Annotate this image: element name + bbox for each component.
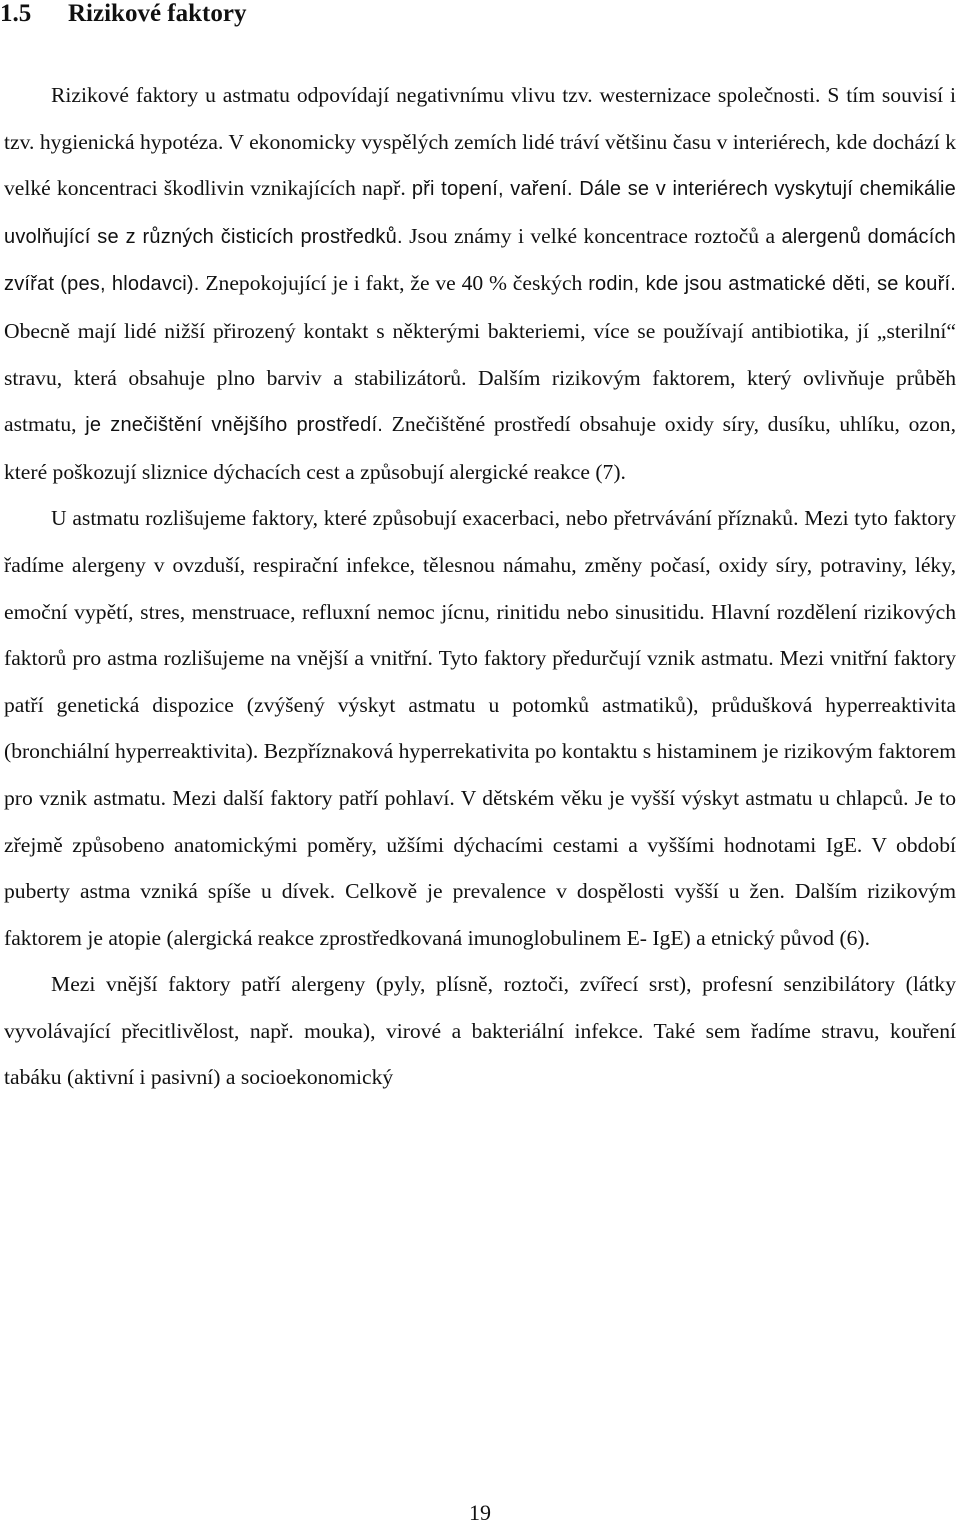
text-run: při topení, vaření. Dále se v interiérech vyskytují chemikálie uvolňující se z různých čisticích prostředků. <box>4 178 956 248</box>
paragraph-2 <box>4 495 956 961</box>
document-body <box>4 72 956 1101</box>
text-run: Obecně mají lidé nižší přirozený kontakt s některými bakteriemi, více se používají antibiotika, jí „sterilní“ stravu, která obsahuje plno barviv a stabilizátorů. Dalším rizikovým faktorem, který ovlivňuje průběh astmatu, <box>4 318 956 437</box>
section-number: 1.5 <box>0 0 32 27</box>
text-run: Jsou známy i velké koncentrace roztočů a <box>402 223 782 248</box>
section-heading <box>0 0 246 28</box>
paragraph-3 <box>4 961 956 1101</box>
paragraph-1 <box>4 72 956 495</box>
text-run: Rizikové faktory u astmatu odpovídají negativnímu vlivu tzv. westernizace společnosti. S tím souvisí i tzv. hygienická hypotéza. V ekonomicky vyspělých zemích lidé tráví většinu času v interiérech, kde dochází k velké koncentraci škodlivin vznikajících např. <box>4 83 956 201</box>
text-run: Mezi vnější faktory patří alergeny (pyly, plísně, roztoči, zvířecí srst), profesní senzibilátory (látky vyvolávající přecitlivělost, např. mouka), virové a bakteriální infekce. Také sem řadíme stravu, kouření tabáku (aktivní i pasivní) a socioekonomický <box>4 972 956 1090</box>
text-run: rodin, kde jsou astmatické děti, se kouří. <box>588 273 956 296</box>
text-run: Znečištěné prostředí obsahuje oxidy síry, dusíku, uhlíku, ozon, které poškozují sliznice dýchacích cest a způsobují alergické reakce (7). <box>4 412 956 484</box>
text-run: U astmatu rozlišujeme faktory, které způsobují exacerbaci, nebo přetrvávání příznaků. Mezi tyto faktory řadíme alergeny v ovzduší, respirační infekce, tělesnou námahu, změny počasí, oxidy síry, potraviny, léky, emoční vypětí, stres, menstruace, refluxní nemoc jícnu, rinitidu nebo sinusitidu. Hlavní rozdělení rizikových faktorů pro astma rozlišujeme na vnější a vnitřní. Tyto faktory předurčují vznik astmatu. Mezi vnitřní faktory patří genetická dispozice (zvýšený výskyt astmatu u potomků astmatiků), průdušková hyperreaktivita (bronchiální hyperreaktivita). Bezpříznaková hyperrekativita po kontaktu s histaminem je rizikovým faktorem pro vznik astmatu. Mezi další faktory patří pohlaví. V dětském věku je vyšší výskyt astmatu u chlapců. Je to zřejmě způsobeno anatomickými poměry, užšími dýchacími cestami a vyššími hodnotami IgE. V období puberty astma vzniká spíše u dívek. Celkově je prevalence v dospělosti vyšší u žen. Dalším rizikovým faktorem je atopie (alergická reakce zprostředkovaná imunoglobulinem E- IgE) a etnický původ (6). <box>4 506 956 950</box>
text-run: je znečištění vnějšího prostředí. <box>85 414 383 437</box>
text-run: alergenů domácích zvířat (pes, hlodavci). <box>4 225 956 296</box>
section-title: Rizikové faktory <box>68 0 247 27</box>
page-number: 19 <box>469 1500 491 1525</box>
text-run: Znepokojující je i fakt, že ve 40 % českých <box>199 271 589 296</box>
